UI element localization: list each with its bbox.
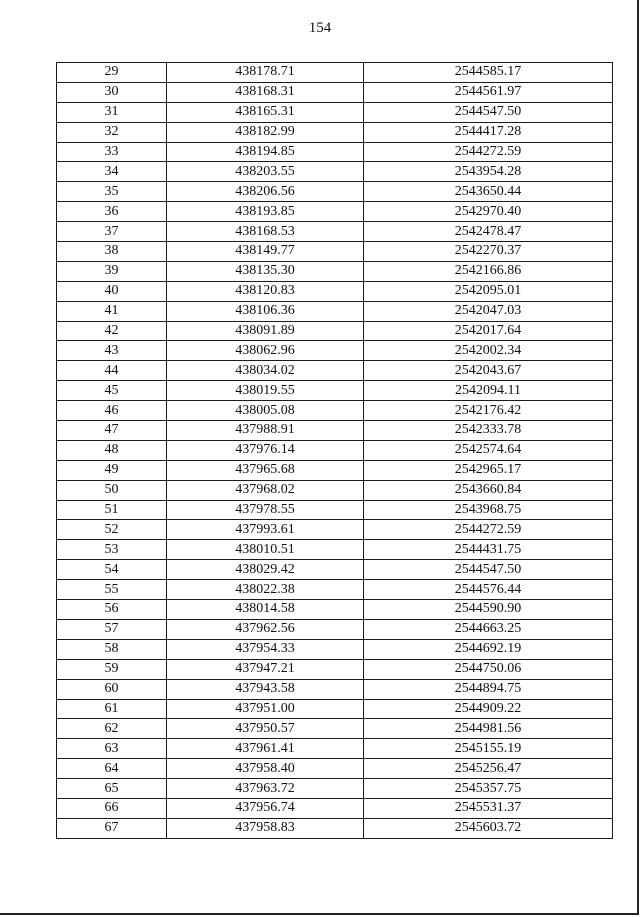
point-number-cell: 64 — [57, 759, 167, 779]
table-row — [57, 480, 613, 500]
point-number-cell: 48 — [57, 440, 167, 460]
y-coordinate-cell: 2544590.90 — [364, 600, 613, 620]
point-number-cell: 55 — [57, 580, 167, 600]
y-coordinate-cell: 2545256.47 — [364, 759, 613, 779]
x-coordinate-cell: 438203.55 — [167, 162, 364, 182]
y-coordinate-cell: 2544585.17 — [364, 63, 613, 83]
table-row — [57, 341, 613, 361]
point-number-cell: 45 — [57, 381, 167, 401]
point-number-cell: 56 — [57, 600, 167, 620]
point-number-cell: 61 — [57, 699, 167, 719]
x-coordinate-cell: 438019.55 — [167, 381, 364, 401]
y-coordinate-cell: 2542333.78 — [364, 421, 613, 441]
x-coordinate-cell: 438005.08 — [167, 401, 364, 421]
y-coordinate-cell: 2542176.42 — [364, 401, 613, 421]
point-number-cell: 29 — [57, 63, 167, 83]
x-coordinate-cell: 438182.99 — [167, 122, 364, 142]
y-coordinate-cell: 2542478.47 — [364, 222, 613, 242]
x-coordinate-cell: 438106.36 — [167, 301, 364, 321]
table-row — [57, 440, 613, 460]
y-coordinate-cell: 2542002.34 — [364, 341, 613, 361]
table-row — [57, 520, 613, 540]
table-row — [57, 699, 613, 719]
y-coordinate-cell: 2543650.44 — [364, 182, 613, 202]
point-number-cell: 66 — [57, 798, 167, 818]
point-number-cell: 60 — [57, 679, 167, 699]
y-coordinate-cell: 2544576.44 — [364, 580, 613, 600]
table-row — [57, 361, 613, 381]
x-coordinate-cell: 437978.55 — [167, 500, 364, 520]
point-number-cell: 65 — [57, 779, 167, 799]
x-coordinate-cell: 437958.83 — [167, 818, 364, 838]
table-row — [57, 222, 613, 242]
y-coordinate-cell: 2545531.37 — [364, 798, 613, 818]
table-row — [57, 739, 613, 759]
y-coordinate-cell: 2544272.59 — [364, 520, 613, 540]
y-coordinate-cell: 2544981.56 — [364, 719, 613, 739]
point-number-cell: 67 — [57, 818, 167, 838]
x-coordinate-cell: 437943.58 — [167, 679, 364, 699]
point-number-cell: 46 — [57, 401, 167, 421]
table-row — [57, 301, 613, 321]
y-coordinate-cell: 2542574.64 — [364, 440, 613, 460]
table-row — [57, 779, 613, 799]
x-coordinate-cell: 437965.68 — [167, 460, 364, 480]
x-coordinate-cell: 438168.53 — [167, 222, 364, 242]
x-coordinate-cell: 438034.02 — [167, 361, 364, 381]
point-number-cell: 33 — [57, 142, 167, 162]
y-coordinate-cell: 2544909.22 — [364, 699, 613, 719]
point-number-cell: 49 — [57, 460, 167, 480]
table-row — [57, 460, 613, 480]
y-coordinate-cell: 2545155.19 — [364, 739, 613, 759]
y-coordinate-cell: 2544547.50 — [364, 560, 613, 580]
x-coordinate-cell: 438062.96 — [167, 341, 364, 361]
table-row — [57, 381, 613, 401]
x-coordinate-cell: 438014.58 — [167, 600, 364, 620]
y-coordinate-cell: 2544272.59 — [364, 142, 613, 162]
point-number-cell: 37 — [57, 222, 167, 242]
y-coordinate-cell: 2542095.01 — [364, 281, 613, 301]
x-coordinate-cell: 438193.85 — [167, 202, 364, 222]
x-coordinate-cell: 438022.38 — [167, 580, 364, 600]
x-coordinate-cell: 437961.41 — [167, 739, 364, 759]
y-coordinate-cell: 2544561.97 — [364, 82, 613, 102]
x-coordinate-cell: 438149.77 — [167, 242, 364, 262]
point-number-cell: 38 — [57, 242, 167, 262]
page-number: 154 — [308, 20, 332, 36]
x-coordinate-cell: 438168.31 — [167, 82, 364, 102]
y-coordinate-cell: 2542017.64 — [364, 321, 613, 341]
point-number-cell: 41 — [57, 301, 167, 321]
coordinates-table — [56, 62, 613, 839]
point-number-cell: 40 — [57, 281, 167, 301]
y-coordinate-cell: 2542094.11 — [364, 381, 613, 401]
table-row — [57, 560, 613, 580]
point-number-cell: 34 — [57, 162, 167, 182]
point-number-cell: 43 — [57, 341, 167, 361]
x-coordinate-cell: 438010.51 — [167, 540, 364, 560]
x-coordinate-cell: 437963.72 — [167, 779, 364, 799]
table-row — [57, 122, 613, 142]
point-number-cell: 31 — [57, 102, 167, 122]
table-row — [57, 63, 613, 83]
y-coordinate-cell: 2543968.75 — [364, 500, 613, 520]
table-row — [57, 818, 613, 838]
y-coordinate-cell: 2542270.37 — [364, 242, 613, 262]
y-coordinate-cell: 2544663.25 — [364, 619, 613, 639]
table-row — [57, 102, 613, 122]
point-number-cell: 51 — [57, 500, 167, 520]
table-row — [57, 162, 613, 182]
table-row — [57, 261, 613, 281]
x-coordinate-cell: 437956.74 — [167, 798, 364, 818]
y-coordinate-cell: 2542166.86 — [364, 261, 613, 281]
x-coordinate-cell: 438165.31 — [167, 102, 364, 122]
table-row — [57, 600, 613, 620]
y-coordinate-cell: 2543954.28 — [364, 162, 613, 182]
x-coordinate-cell: 437954.33 — [167, 639, 364, 659]
x-coordinate-cell: 438135.30 — [167, 261, 364, 281]
x-coordinate-cell: 438178.71 — [167, 63, 364, 83]
point-number-cell: 59 — [57, 659, 167, 679]
x-coordinate-cell: 438194.85 — [167, 142, 364, 162]
point-number-cell: 63 — [57, 739, 167, 759]
table-row — [57, 182, 613, 202]
table-row — [57, 82, 613, 102]
y-coordinate-cell: 2544431.75 — [364, 540, 613, 560]
x-coordinate-cell: 438206.56 — [167, 182, 364, 202]
table-row — [57, 281, 613, 301]
y-coordinate-cell: 2544547.50 — [364, 102, 613, 122]
table-row — [57, 202, 613, 222]
point-number-cell: 57 — [57, 619, 167, 639]
y-coordinate-cell: 2545603.72 — [364, 818, 613, 838]
table-row — [57, 719, 613, 739]
x-coordinate-cell: 437947.21 — [167, 659, 364, 679]
table-row — [57, 540, 613, 560]
x-coordinate-cell: 437958.40 — [167, 759, 364, 779]
x-coordinate-cell: 437993.61 — [167, 520, 364, 540]
point-number-cell: 58 — [57, 639, 167, 659]
table-row — [57, 580, 613, 600]
table-row — [57, 679, 613, 699]
table-row — [57, 321, 613, 341]
point-number-cell: 47 — [57, 421, 167, 441]
x-coordinate-cell: 438091.89 — [167, 321, 364, 341]
point-number-cell: 36 — [57, 202, 167, 222]
point-number-cell: 50 — [57, 480, 167, 500]
x-coordinate-cell: 438029.42 — [167, 560, 364, 580]
point-number-cell: 54 — [57, 560, 167, 580]
y-coordinate-cell: 2545357.75 — [364, 779, 613, 799]
y-coordinate-cell: 2544417.28 — [364, 122, 613, 142]
table-row — [57, 401, 613, 421]
x-coordinate-cell: 437951.00 — [167, 699, 364, 719]
y-coordinate-cell: 2544692.19 — [364, 639, 613, 659]
y-coordinate-cell: 2542965.17 — [364, 460, 613, 480]
coordinates-table-body — [57, 63, 613, 839]
x-coordinate-cell: 437968.02 — [167, 480, 364, 500]
x-coordinate-cell: 438120.83 — [167, 281, 364, 301]
point-number-cell: 42 — [57, 321, 167, 341]
table-row — [57, 619, 613, 639]
point-number-cell: 44 — [57, 361, 167, 381]
x-coordinate-cell: 437950.57 — [167, 719, 364, 739]
y-coordinate-cell: 2544750.06 — [364, 659, 613, 679]
point-number-cell: 53 — [57, 540, 167, 560]
point-number-cell: 52 — [57, 520, 167, 540]
point-number-cell: 32 — [57, 122, 167, 142]
table-row — [57, 639, 613, 659]
table-row — [57, 659, 613, 679]
point-number-cell: 30 — [57, 82, 167, 102]
table-row — [57, 759, 613, 779]
table-row — [57, 421, 613, 441]
table-row — [57, 500, 613, 520]
y-coordinate-cell: 2543660.84 — [364, 480, 613, 500]
table-row — [57, 798, 613, 818]
point-number-cell: 39 — [57, 261, 167, 281]
y-coordinate-cell: 2544894.75 — [364, 679, 613, 699]
y-coordinate-cell: 2542047.03 — [364, 301, 613, 321]
y-coordinate-cell: 2542043.67 — [364, 361, 613, 381]
x-coordinate-cell: 437962.56 — [167, 619, 364, 639]
table-row — [57, 142, 613, 162]
table-row — [57, 242, 613, 262]
x-coordinate-cell: 437976.14 — [167, 440, 364, 460]
point-number-cell: 62 — [57, 719, 167, 739]
x-coordinate-cell: 437988.91 — [167, 421, 364, 441]
point-number-cell: 35 — [57, 182, 167, 202]
y-coordinate-cell: 2542970.40 — [364, 202, 613, 222]
